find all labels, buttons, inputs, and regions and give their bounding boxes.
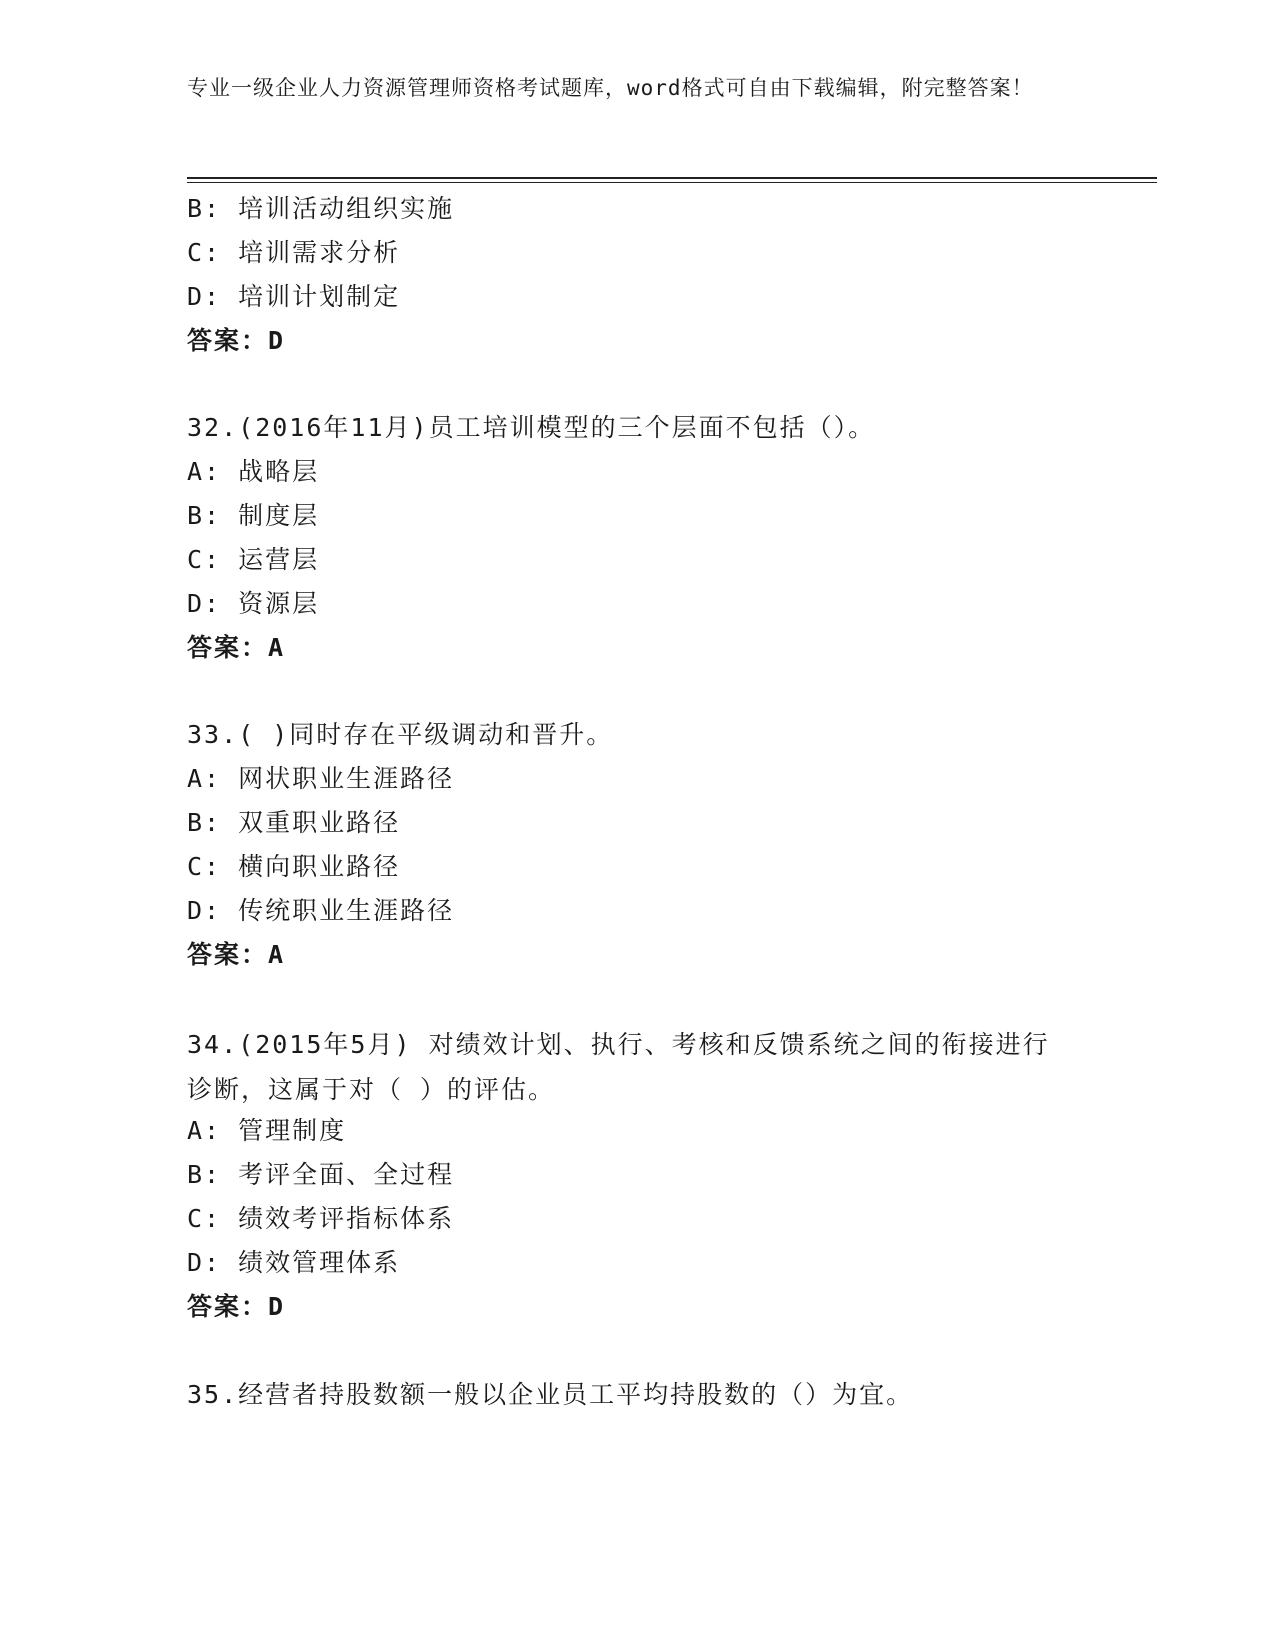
question-34: 34.(2015年5月) 对绩效计划、执行、考核和反馈系统之间的衔接进行诊断，这属于对（ ）的评估。: [187, 1030, 1050, 1104]
option-b: B: 制度层: [187, 501, 320, 530]
answer: 答案：D: [187, 326, 286, 355]
option-c: C: 运营层: [187, 545, 320, 574]
option-d: D: 培训计划制定: [187, 282, 401, 311]
document-header: 专业一级企业人力资源管理师资格考试题库，word格式可自由下载编辑，附完整答案！: [187, 76, 1034, 100]
option-b: B: 双重职业路径: [187, 808, 401, 837]
header-rule-thin: [187, 182, 1157, 183]
option-d: D: 绩效管理体系: [187, 1248, 401, 1277]
option-b: B: 考评全面、全过程: [187, 1160, 455, 1189]
option-c: C: 横向职业路径: [187, 852, 401, 881]
option-a: A: 战略层: [187, 457, 320, 486]
option-c: C: 培训需求分析: [187, 238, 401, 267]
option-d: D: 资源层: [187, 589, 320, 618]
answer: 答案：D: [187, 1292, 286, 1321]
option-c: C: 绩效考评指标体系: [187, 1204, 455, 1233]
option-d: D: 传统职业生涯路径: [187, 896, 455, 925]
answer: 答案：A: [187, 633, 286, 662]
option-a: A: 管理制度: [187, 1116, 347, 1145]
question-33: 33.( )同时存在平级调动和晋升。: [187, 720, 614, 749]
option-b: B: 培训活动组织实施: [187, 194, 455, 223]
question-35: 35.经营者持股数额一般以企业员工平均持股数的（）为宜。: [187, 1380, 914, 1409]
question-32: 32.(2016年11月)员工培训模型的三个层面不包括（）。: [187, 413, 876, 442]
option-a: A: 网状职业生涯路径: [187, 764, 455, 793]
answer: 答案：A: [187, 940, 286, 969]
header-rule-thick: [187, 177, 1157, 179]
